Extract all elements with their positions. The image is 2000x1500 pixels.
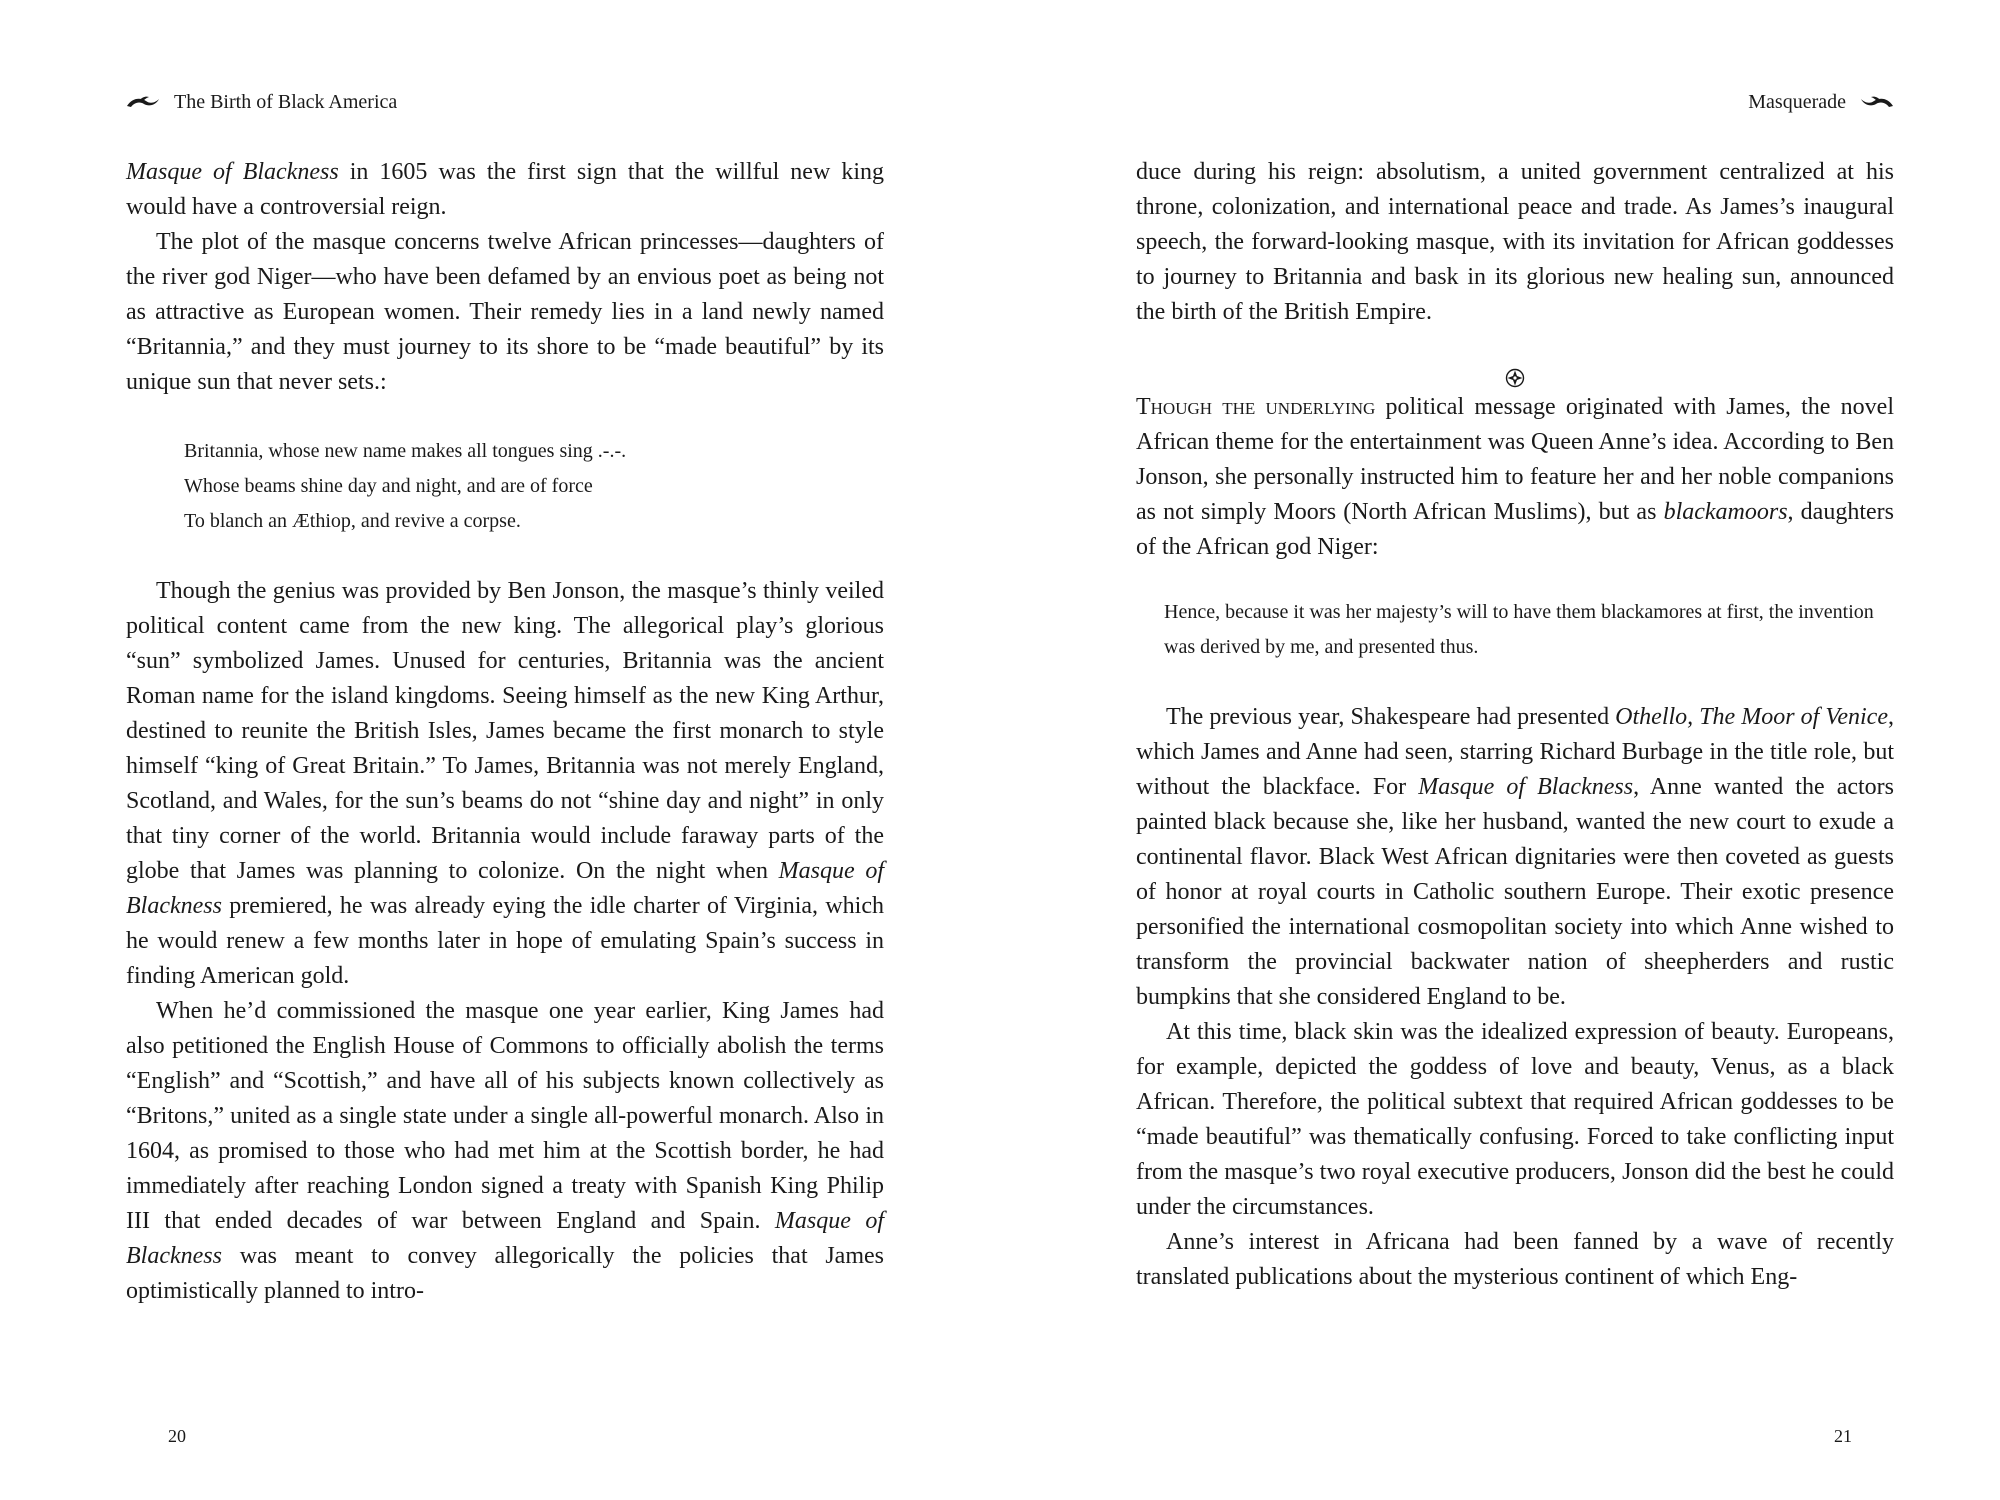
italic-title: Masque of Blackness — [126, 159, 339, 185]
right-page — [1136, 0, 1894, 1500]
italic-title: Masque of Blackness — [126, 1208, 885, 1269]
verse-line: Whose beams shine day and night, and are of force — [184, 475, 593, 497]
block-quotation: Hence, because it was her majesty’s will to have them blackamores at first, the invention was derived by me, and presented thus. — [1164, 601, 1874, 658]
leaf-ornament-icon — [126, 95, 160, 109]
verse-quotation — [184, 434, 884, 539]
paragraph: At this time, black skin was the idealized expression of beauty. Europeans, for example, depicted the goddess of love and beauty, Venus, as a black African. Therefore, the political subtext that required African goddesses to be “made beautiful” was thematically confusing. Forced to take conflicting input from the masque’s two royal executive producers, Jonson did the best he could under the circumstances. — [1136, 1019, 1894, 1220]
running-head-title: The Birth of Black America — [174, 91, 398, 113]
paragraph — [126, 155, 884, 225]
italic-term: blackamoors — [1663, 499, 1788, 525]
paragraph: When he’d commissioned the masque one year earlier, King James had also petitioned the English House of Commons to officially abolish the terms “English” and “Scottish,” and have all of his subjects known collectively as “Britons,” united as a single state under a single all-powerful monarch. Also in 1604, as promised to those who had met him at the Scottish border, he had immediately after reaching London signed a treaty with Spanish King Philip III that ended decades of war between England and Spain. Masque of Blackness was meant to convey allegorically the policies that James optimistically planned to intro- — [126, 998, 885, 1304]
paragraph: duce during his reign: absolutism, a united government centralized at his throne, colonization, and international peace and trade. As James’s inaugural speech, the forward-looking masque, with its invitation for African goddesses to journey to Britannia and bask in its glorious new healing sun, announced the birth of the British Empire. — [1136, 159, 1894, 325]
small-caps-lead: Though the underlying — [1136, 394, 1376, 420]
verse-line: Britannia, whose new name makes all tongues sing .-.-. — [184, 440, 627, 462]
right-body-text — [1136, 155, 1894, 1295]
paragraph: Though the genius was provided by Ben Jonson, the masque’s thinly veiled political content came from the new king. The allegorical play’s glorious “sun” symbolized James. Unused for centuries, Britannia was the ancient Roman name for the island kingdoms. Seeing himself as the new King Arthur, destined to reunite the British Isles, James became the first monarch to style himself “king of Great Britain.” To James, Britannia was not merely England, Scotland, and Wales, for the sun’s beams do not “shine day and night” in only that tiny corner of the world. Britannia would include faraway parts of the globe that James was planning to colonize. On the night when Masque of Blackness premiered, he was already eying the idle charter of Virginia, which he would renew a few months later in hope of emulating Spain’s success in finding American gold. — [126, 578, 884, 989]
page-number-left: 20 — [168, 1426, 186, 1446]
section-break — [1136, 332, 1894, 390]
paragraph: Anne’s interest in Africana had been fanned by a wave of recently translated publications about the mysterious continent of which Eng- — [1136, 1229, 1894, 1290]
running-head-right — [1748, 88, 1894, 116]
paragraph-text: in 1605 was the first sign that the willful new king would have a controversial reign. — [126, 159, 884, 220]
running-head-title: Masquerade — [1748, 91, 1846, 113]
paragraph: The previous year, Shakespeare had presented Othello, The Moor of Venice, which James and Anne had seen, starring Richard Burbage in the title role, but without the blackface. For Masque of Blackness, Anne wanted the actors painted black because she, like her husband, wanted the new court to exude a continental flavor. Black West African dignitaries were then coveted as guests of honor at royal courts in Catholic southern Europe. Their exotic presence personified the international cosmopolitan society into which Anne wished to transform the provincial backwater nation of sheepherders and rustic bumpkins that she considered England to be. — [1136, 704, 1894, 1010]
italic-title: Masque of Blackness — [126, 858, 884, 919]
paragraph: Though the underlying political message originated with James, the novel African theme for the entertainment was Queen Anne’s idea. According to Ben Jonson, she personally instructed him to feature her and her noble companions as not simply Moors (North African Muslims), but as blackamoors, daughters of the African god Niger: — [1136, 394, 1894, 560]
running-head-left — [126, 88, 397, 116]
paragraph: The plot of the masque concerns twelve African princesses—daughters of the river god Niger—who have been defamed by an envious poet as being not as attractive as European women. Their remedy lies in a land newly named “Britannia,” and they must journey to its shore to be “made beautiful” by its unique sun that never sets.: — [126, 229, 884, 395]
italic-title: Othello, The Moor of Venice — [1615, 704, 1888, 730]
page-number-right: 21 — [1834, 1426, 1852, 1446]
verse-line: To blanch an Æthiop, and revive a corpse. — [184, 510, 521, 532]
italic-title: Masque of Blackness — [1418, 774, 1634, 800]
leaf-ornament-icon — [1860, 95, 1894, 109]
left-body-text — [126, 155, 884, 1309]
left-page — [126, 0, 884, 1500]
fleuron-icon — [1505, 352, 1525, 372]
